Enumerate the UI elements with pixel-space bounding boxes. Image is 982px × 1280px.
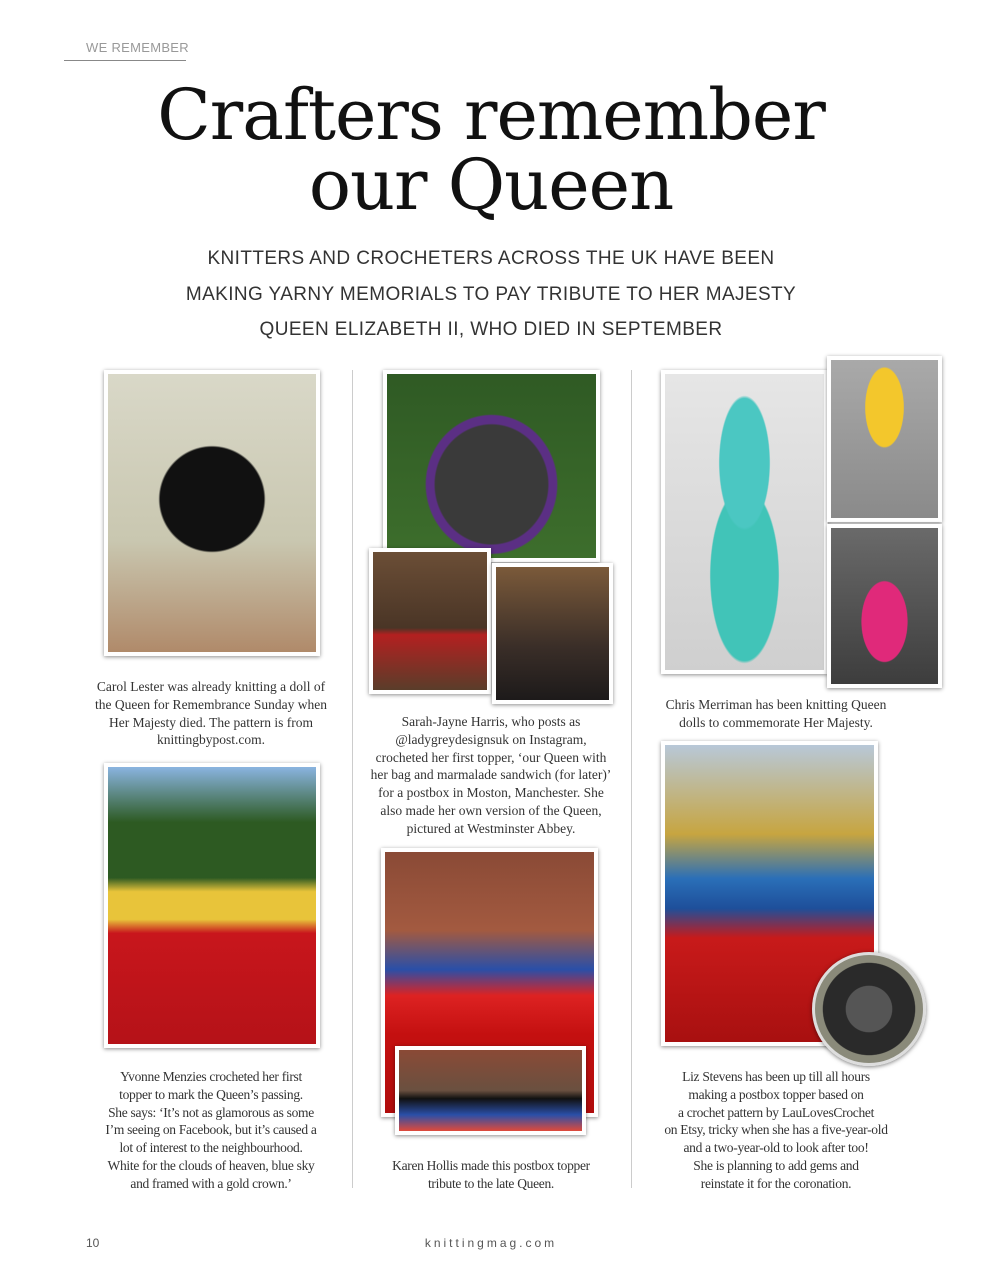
- kicker-underline: [64, 60, 186, 61]
- photo-sarah-postbox-topper: [383, 370, 600, 562]
- caption-line: topper to mark the Queen’s passing.: [119, 1086, 303, 1102]
- caption-line: her bag and marmalade sandwich (for later)’: [370, 767, 612, 783]
- caption-line: and a two-year-old to look after too!: [683, 1140, 869, 1156]
- caption-carol: [80, 678, 342, 749]
- caption-line: a crochet pattern by LauLovesCrochet: [677, 1104, 875, 1120]
- section-kicker: WE REMEMBER: [86, 40, 189, 55]
- caption-line: Sarah-Jayne Harris, who posts as: [401, 714, 581, 729]
- headline-line-1: Crafters remember: [157, 74, 825, 156]
- photo-sarah-queen-abbey-2: [492, 563, 613, 704]
- caption-line: She says: ‘It’s not as glamorous as some: [108, 1104, 314, 1120]
- caption-line: and framed with a gold crown.’: [130, 1175, 292, 1191]
- photo-carol-queen-doll: [104, 370, 320, 656]
- caption-liz: [634, 1068, 918, 1193]
- caption-line: pictured at Westminster Abbey.: [406, 820, 576, 836]
- standfirst-line-1: KNITTERS AND CROCHETERS ACROSS THE UK HAVE BEEN: [207, 248, 775, 269]
- photo-liz-topper-crown-detail: [812, 952, 926, 1066]
- page-number: 10: [86, 1236, 100, 1250]
- caption-line: knittingbypost.com.: [157, 732, 265, 748]
- photo-karen-topper-detail: [395, 1046, 586, 1135]
- caption-line: Her Majesty died. The pattern is from: [108, 714, 314, 730]
- caption-line: reinstate it for the coronation.: [700, 1175, 852, 1191]
- caption-line: Karen Hollis made this postbox topper: [392, 1158, 590, 1173]
- photo-yvonne-postbox-topper: [104, 763, 320, 1048]
- caption-line: also made her own version of the Queen,: [380, 802, 602, 818]
- standfirst-line-2: MAKING YARNY MEMORIALS TO PAY TRIBUTE TO HER MAJESTY: [185, 284, 797, 305]
- caption-line: I’m seeing on Facebook, but it’s caused a: [105, 1122, 317, 1138]
- caption-yvonne: [80, 1068, 342, 1193]
- caption-line: Yvonne Menzies crocheted her first: [120, 1069, 302, 1084]
- caption-line: White for the clouds of heaven, blue sky: [107, 1157, 315, 1173]
- photo-chris-queen-doll-pink: [827, 524, 942, 688]
- photo-sarah-queen-abbey-1: [369, 548, 491, 694]
- caption-chris: [636, 696, 916, 732]
- caption-line: making a postbox topper based on: [688, 1086, 864, 1102]
- caption-line: @ladygreydesignsuk on Instagram,: [395, 731, 587, 747]
- caption-line: Chris Merriman has been knitting Queen: [665, 697, 887, 712]
- caption-line: dolls to commemorate Her Majesty.: [679, 714, 873, 730]
- caption-line: Liz Stevens has been up till all hours: [682, 1069, 870, 1084]
- caption-line: for a postbox in Moston, Manchester. She: [378, 785, 604, 801]
- caption-line: on Etsy, tricky when she has a five-year-old: [664, 1122, 888, 1138]
- caption-line: lot of interest to the neighbourhood.: [119, 1140, 303, 1156]
- caption-line: tribute to the late Queen.: [427, 1175, 555, 1191]
- caption-line: Carol Lester was already knitting a doll of: [96, 679, 326, 694]
- column-divider: [631, 370, 632, 1188]
- standfirst-line-3: QUEEN ELIZABETH II, WHO DIED IN SEPTEMBER: [259, 319, 723, 340]
- footer-website: knittingmag.com: [424, 1236, 558, 1250]
- caption-line: the Queen for Remembrance Sunday when: [94, 696, 328, 712]
- caption-line: crocheted her first topper, ‘our Queen with: [375, 749, 607, 765]
- caption-sarah: [355, 713, 627, 838]
- column-divider: [352, 370, 353, 1188]
- headline-line-2: our Queen: [308, 144, 674, 226]
- photo-chris-queen-doll-yellow: [827, 356, 942, 522]
- caption-karen: [355, 1157, 627, 1193]
- caption-line: She is planning to add gems and: [693, 1157, 859, 1173]
- photo-chris-queen-doll-turquoise: [661, 370, 828, 674]
